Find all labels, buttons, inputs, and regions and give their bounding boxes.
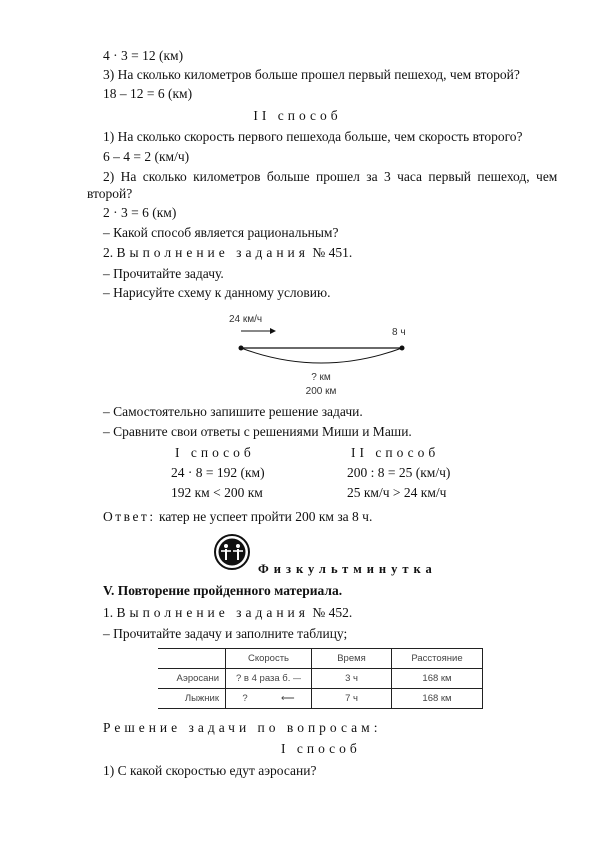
task-heading: 2. Выполнение задания № 451. xyxy=(103,245,353,260)
speed-cell-text: ? в 4 раза б. xyxy=(236,673,291,684)
text-line: 4 · 3 = 12 (км) xyxy=(103,48,184,63)
text-line: 18 – 12 = 6 (км) xyxy=(103,86,193,101)
dash-icon: — xyxy=(293,674,301,683)
method1-title: I способ xyxy=(175,445,255,460)
figure-head xyxy=(236,544,240,548)
table-header-cell: Расстояние xyxy=(392,649,483,669)
distance-arc xyxy=(241,348,402,363)
text-line: – Сравните свои ответы с решениями Миши и Маши. xyxy=(103,424,412,439)
table-header-row xyxy=(158,649,483,669)
method1-row: 192 км < 200 км xyxy=(171,485,263,500)
table-cell: Лыжник xyxy=(158,689,226,709)
table-header-cell: Скорость xyxy=(226,649,312,669)
text-line: – Нарисуйте схему к данному условию. xyxy=(103,285,331,300)
fizkultminutka-title: Физкультминутка xyxy=(258,562,437,576)
exercise-icon-inner xyxy=(219,539,246,566)
text-line: – Самостоятельно запишите решение задачи. xyxy=(103,404,363,419)
table-cell xyxy=(226,669,312,689)
text-line: 1) На сколько скорость первого пешехода больше, чем скорость второго? xyxy=(103,129,523,144)
answer-line: Ответ: катер не успеет пройти 200 км за 8 ч. xyxy=(103,509,373,524)
figure-head xyxy=(224,544,228,548)
speed-cell-text: ? xyxy=(242,693,248,704)
table-cell: 3 ч xyxy=(312,669,392,689)
section-subtitle: Решение задачи по вопросам: xyxy=(103,720,382,735)
speed-label: 24 км/ч xyxy=(229,314,263,325)
table-header-cell: Время xyxy=(312,649,392,669)
text-line: – Какой способ является рациональным? xyxy=(103,225,339,240)
arrow-head xyxy=(270,328,276,334)
text-line: 2) На сколько километров больше прошел за 3 часа первый пешеход, чем xyxy=(103,169,558,184)
table-cell: 168 км xyxy=(392,689,483,709)
section-title: V. Повторение пройденного материала. xyxy=(103,583,343,598)
method-heading: II способ xyxy=(253,108,342,123)
task-heading: 1. Выполнение задания № 452. xyxy=(103,605,353,620)
total-distance-label: 200 км xyxy=(305,386,337,397)
table-row xyxy=(158,669,483,689)
text-line: 6 – 4 = 2 (км/ч) xyxy=(103,149,190,164)
table-row xyxy=(158,689,483,709)
table-header-cell xyxy=(158,649,226,669)
table-cell: Аэросани xyxy=(158,669,226,689)
left-arrow-icon: ⟵ xyxy=(280,693,295,704)
table-cell xyxy=(226,689,312,709)
text-line: – Прочитайте задачу и заполните таблицу; xyxy=(103,626,348,641)
text-line: – Прочитайте задачу. xyxy=(103,266,224,281)
time-label: 8 ч xyxy=(392,327,406,338)
text-line: 3) На сколько километров больше прошел первый пешеход, чем второй? xyxy=(103,67,520,82)
table-cell: 7 ч xyxy=(312,689,392,709)
method2-title: II способ xyxy=(351,445,440,460)
method1-row: 24 · 8 = 192 (км) xyxy=(171,465,265,480)
text-line: 2 · 3 = 6 (км) xyxy=(103,205,177,220)
text-line: 1) С какой скоростью едут аэросани? xyxy=(103,763,317,778)
method2-row: 25 км/ч > 24 км/ч xyxy=(347,485,447,500)
unknown-distance-label: ? км xyxy=(311,372,331,383)
text-line: второй? xyxy=(87,186,133,201)
table-cell: 168 км xyxy=(392,669,483,689)
data-table xyxy=(158,648,483,709)
method-heading: I способ xyxy=(281,741,361,756)
method2-row: 200 : 8 = 25 (км/ч) xyxy=(347,465,451,480)
